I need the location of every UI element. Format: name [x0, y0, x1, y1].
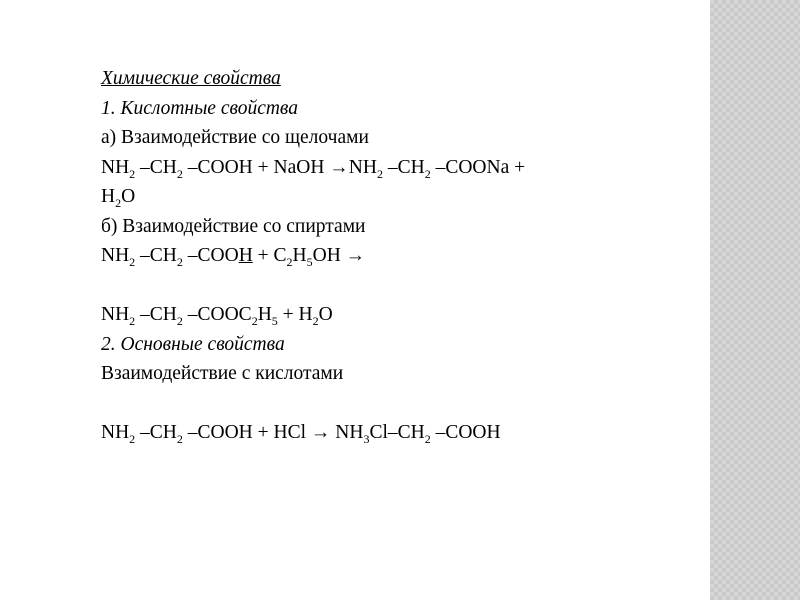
eq-subscript: 3: [363, 432, 370, 446]
eq-text: H: [101, 186, 116, 207]
eq-text: –COO: [182, 245, 239, 266]
eq-subscript: 2: [176, 432, 183, 446]
eq-subscript: 2: [115, 196, 122, 210]
eq-subscript: 2: [376, 166, 383, 181]
eq-text: Cl–CH: [369, 422, 425, 443]
equation-alkali-continued: [101, 182, 701, 212]
equation-ester-product: [101, 300, 701, 330]
eq-subscript: 2: [251, 314, 258, 328]
eq-text: + C: [252, 245, 287, 266]
eq-text: –CH: [135, 245, 177, 266]
equation-alcohol: [101, 241, 701, 271]
blank-line: [101, 389, 701, 419]
eq-text: –CH: [135, 422, 177, 443]
eq-subscript: 2: [312, 314, 319, 328]
eq-text: OH →: [312, 245, 366, 266]
eq-text: –CH: [135, 156, 177, 178]
eq-subscript: 5: [306, 255, 313, 269]
eq-text: NH: [101, 156, 130, 178]
section-basic-properties: 2. Основные свойства: [101, 333, 285, 355]
subheading-alkali-reaction: а) Взаимодействие со щелочами: [101, 127, 369, 148]
slide-title: Химические свойства: [101, 68, 281, 89]
eq-text: NH: [101, 304, 130, 325]
eq-text: –COONa +: [430, 156, 526, 178]
eq-subscript: 2: [129, 166, 136, 181]
eq-text: O: [121, 186, 136, 207]
equation-acid: [101, 418, 701, 448]
eq-underlined-hydrogen: H: [238, 245, 253, 266]
eq-text: –COOH: [430, 422, 501, 443]
decorative-side-panel: [710, 0, 800, 600]
equation-alkali: [101, 153, 701, 183]
eq-subscript: 2: [129, 255, 136, 269]
eq-subscript: 2: [129, 314, 136, 328]
eq-text: –COOH + HCl → NH: [182, 422, 364, 443]
blank-line: [101, 271, 701, 301]
eq-subscript: 2: [176, 314, 183, 328]
eq-subscript: 2: [176, 255, 183, 269]
eq-subscript: 2: [424, 432, 431, 446]
subheading-acid-reaction: Взаимодействие с кислотами: [101, 363, 344, 384]
eq-text: –CH: [382, 156, 425, 178]
eq-text: + H: [277, 304, 313, 325]
eq-text: H: [292, 245, 307, 266]
eq-subscript: 2: [129, 432, 136, 446]
eq-subscript: 5: [271, 314, 278, 328]
slide-content: [101, 64, 701, 448]
eq-subscript: 2: [424, 166, 431, 181]
eq-text: –COOC: [182, 304, 252, 325]
eq-subscript: 2: [286, 255, 293, 269]
section-acid-properties: 1. Кислотные свойства: [101, 97, 299, 119]
eq-text: H: [257, 304, 272, 325]
eq-text: NH: [101, 422, 130, 443]
eq-text: NH: [101, 245, 130, 266]
eq-text: –COOH + NaOH →NH: [182, 156, 377, 178]
eq-text: O: [318, 304, 333, 325]
eq-text: –CH: [135, 304, 177, 325]
eq-subscript: 2: [176, 166, 183, 181]
subheading-alcohol-reaction: б) Взаимодействие со спиртами: [101, 215, 366, 237]
